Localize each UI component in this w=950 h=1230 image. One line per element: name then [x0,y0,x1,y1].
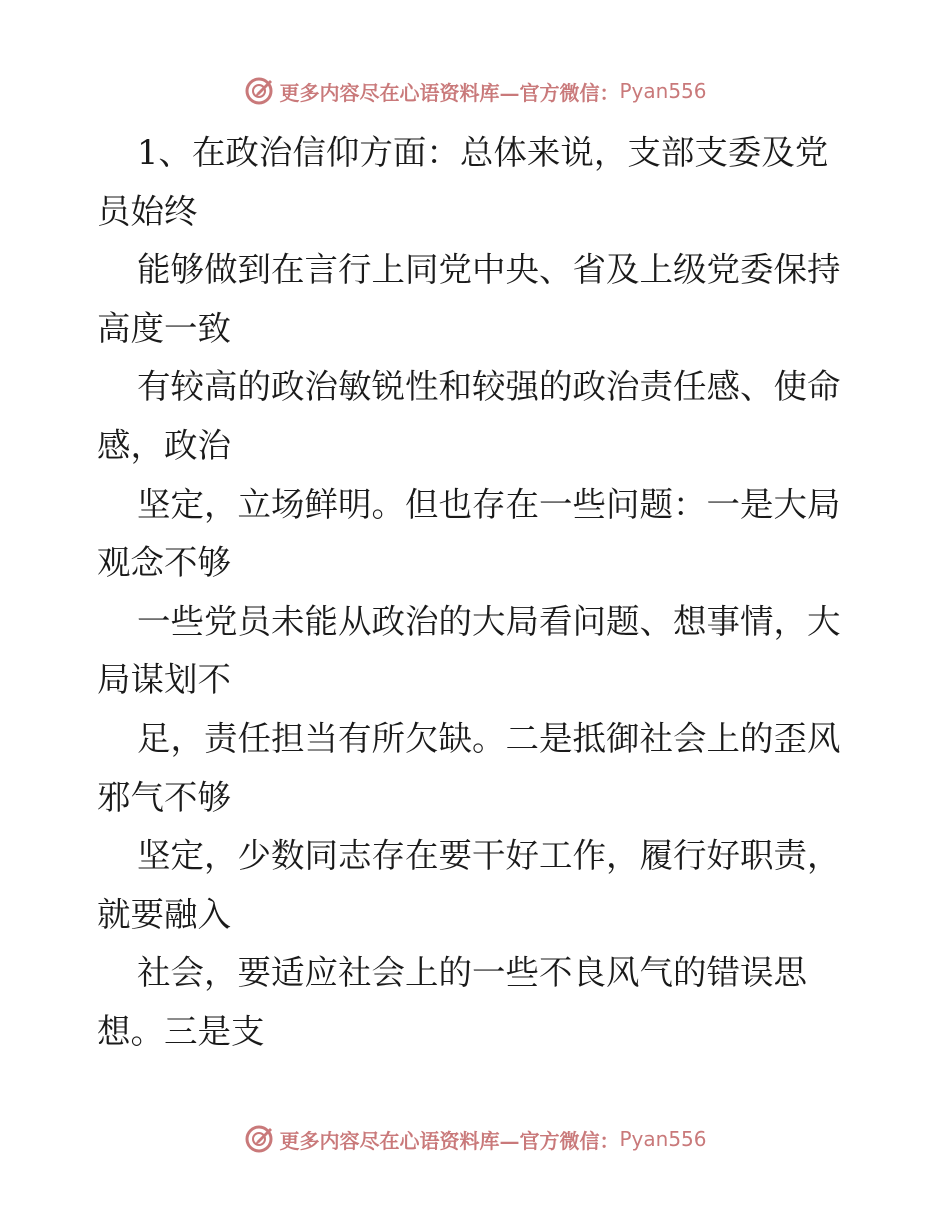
paragraph-line-continuation: 感，政治 [97,425,231,465]
paragraph-line-continuation: 员始终 [97,191,198,231]
paragraph-line: 1、在政治信仰方面：总体来说，支部支委及党 [137,133,829,172]
pen-logo-icon [243,1123,275,1155]
header-banner-handle: Pyan556 [619,79,707,103]
paragraph-line: 坚定，立场鲜明。但也存在一些问题：一是大局 [137,484,841,524]
header-banner-content [243,75,706,107]
paragraph-line: 能够做到在言行上同党中央、省及上级党委保持 [137,250,841,290]
footer-banner-content [243,1123,706,1155]
paragraph-line-continuation: 想。三是支 [97,1011,265,1051]
paragraph-line-continuation: 局谋划不 [97,660,231,700]
paragraph-line: 社会，要适应社会上的一些不良风气的错误思 [137,953,807,993]
paragraph-line-continuation: 就要融入 [97,894,231,934]
paragraph-line-continuation: 高度一致 [97,308,231,348]
footer-banner [0,1119,950,1159]
header-banner [0,71,950,111]
header-banner-text: 更多内容尽在心语资料库—官方微信： [279,80,620,105]
footer-banner-text: 更多内容尽在心语资料库—官方微信： [279,1128,620,1153]
paragraph-line: 一些党员未能从政治的大局看问题、想事情，大 [137,601,841,641]
pen-logo-icon [243,75,275,107]
paragraph-line-continuation: 邪气不够 [97,777,231,817]
document-body [97,124,857,1062]
footer-banner-handle: Pyan556 [619,1127,707,1151]
paragraph-line: 足，责任担当有所欠缺。二是抵御社会上的歪风 [137,718,841,758]
paragraph-line: 有较高的政治敏锐性和较强的政治责任感、使命 [137,367,841,407]
paragraph-line: 坚定，少数同志存在要干好工作，履行好职责， [137,836,841,876]
paragraph-line-continuation: 观念不够 [97,543,231,583]
